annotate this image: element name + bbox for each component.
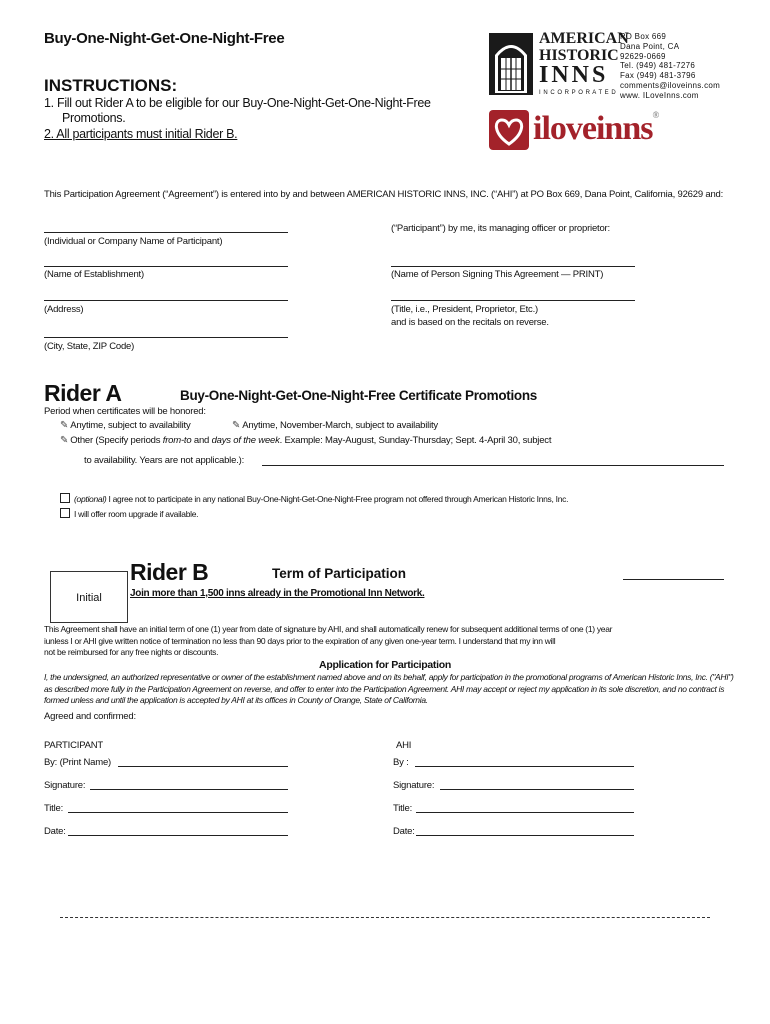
option-other[interactable]: ✎ Other (Specify periods from-to and days of the week. Example: May-August, Sunday-Thursday; Sept. 4-April 30, subject <box>60 435 552 446</box>
establishment-label: (Name of Establishment) <box>44 269 144 280</box>
participant-print-name-label: By: (Print Name) <box>44 757 112 768</box>
pencil-icon: ✎ <box>60 420 69 431</box>
instructions-heading: INSTRUCTIONS: <box>44 76 178 95</box>
term-text: This Agreement shall have an initial term of one (1) year from date of signature by AHI, and shall automatically renew for subsequent additional terms of one (1) year iunless I or AHI give written notice of termination no less than 90 days prior to the expiration of any given one-year term. I understand that my inn will not be reimbursed for any free nights or discounts. <box>44 624 613 657</box>
ahi-signature-field[interactable] <box>440 789 634 790</box>
checkbox-icon <box>60 493 70 503</box>
agreed-confirmed: Agreed and confirmed: <box>44 711 136 722</box>
logo-american: AMERICAN <box>539 30 629 47</box>
rider-b-subheading: Term of Participation <box>272 566 407 581</box>
participant-print-name-field[interactable] <box>118 766 288 767</box>
company-name-field[interactable] <box>44 232 288 233</box>
ahi-address-block: PO Box 669 Dana Point, CA 92629-0669 Tel. (949) 481-7276 Fax (949) 481-3796 comments@iloveinns.com www. ILoveInns.com <box>620 32 721 100</box>
initial-label: Initial <box>76 592 102 604</box>
agreement-intro: This Participation Agreement (“Agreement”) is entered into by and between AMERICAN HISTORIC INNS, INC. (“AHI”) at PO Box 669, Dana Point, California, 92629 and: <box>44 189 724 200</box>
signer-name-label: (Name of Person Signing This Agreement — PRINT) <box>391 269 604 280</box>
logo-historic: HISTORIC <box>539 47 619 64</box>
participant-title-label: Title: <box>44 803 64 814</box>
ahi-date-label: Date: <box>393 826 415 837</box>
participant-title-field[interactable] <box>68 812 288 813</box>
heart-logo-icon <box>489 110 529 150</box>
recitals-note: and is based on the recitals on reverse. <box>391 317 549 328</box>
inn-door-logo-icon <box>489 33 533 95</box>
participant-date-field[interactable] <box>68 835 288 836</box>
document-title: Buy-One-Night-Get-One-Night-Free <box>44 30 285 47</box>
rider-a-subheading: Buy-One-Night-Get-One-Night-Free Certificate Promotions <box>180 388 538 403</box>
option-anytime[interactable]: ✎ Anytime, subject to availability <box>60 420 191 431</box>
ahi-by-label: By : <box>393 757 409 768</box>
participant-signature-field[interactable] <box>90 789 288 790</box>
rider-b-initial-field[interactable] <box>623 579 724 580</box>
signer-name-field[interactable] <box>391 266 635 267</box>
ahi-by-field[interactable] <box>415 766 634 767</box>
initial-box[interactable] <box>50 571 128 623</box>
rider-b-heading: Rider B <box>130 559 209 585</box>
establishment-field[interactable] <box>44 266 288 267</box>
instruction-2: 2. All participants must initial Rider B. <box>44 127 238 141</box>
other-periods-field[interactable] <box>262 465 724 466</box>
company-name-label: (Individual or Company Name of Participant) <box>44 236 223 247</box>
network-note: Join more than 1,500 inns already in the Promotional Inn Network. <box>130 588 425 599</box>
room-upgrade-checkbox[interactable]: I will offer room upgrade if available. <box>60 508 198 519</box>
option-november-march[interactable]: ✎ Anytime, November-March, subject to availability <box>232 420 438 431</box>
signer-title-label: (Title, i.e., President, Proprietor, Etc.) <box>391 304 538 315</box>
ahi-date-field[interactable] <box>416 835 634 836</box>
address-field[interactable] <box>44 300 288 301</box>
participant-note: (“Participant”) by me, its managing officer or proprietor: <box>391 223 610 234</box>
ahi-signature-label: Signature: <box>393 780 435 791</box>
iloveinns-brand: iloveinns® <box>533 110 659 147</box>
option-other-cont: to availability. Years are not applicable.): <box>84 455 245 466</box>
logo-inns: INNS <box>539 62 609 88</box>
period-label: Period when certificates will be honored: <box>44 406 206 417</box>
instruction-1-cont: Promotions. <box>62 111 126 125</box>
ahi-heading: AHI <box>396 740 412 751</box>
rider-a-heading: Rider A <box>44 380 122 406</box>
optional-exclusivity-checkbox[interactable]: (optional) I agree not to participate in any national Buy-One-Night-Get-One-Night-Free program not offered through American Historic Inns, Inc. <box>60 493 568 504</box>
ahi-title-field[interactable] <box>416 812 634 813</box>
participant-heading: PARTICIPANT <box>44 740 104 751</box>
ahi-title-label: Title: <box>393 803 413 814</box>
instruction-1: 1. Fill out Rider A to be eligible for our Buy-One-Night-Get-One-Night-Free <box>44 96 431 110</box>
city-state-zip-label: (City, State, ZIP Code) <box>44 341 135 352</box>
pencil-icon: ✎ <box>232 420 241 431</box>
city-state-zip-field[interactable] <box>44 337 288 338</box>
signer-title-field[interactable] <box>391 300 635 301</box>
logo-incorporated: I N C O R P O R A T E D <box>539 90 617 96</box>
checkbox-icon <box>60 508 70 518</box>
application-text: I, the undersigned, an authorized representative or owner of the establishment named above and on its behalf, apply for participation in the promotional programs of American Historic Inns, Inc. ("AHI") as described more fully in the Participation Agreement on reverse, and offer to enter into the Participation Agreement. AHI may accept or reject my application in its sole discretion, and no contract is formed unless and until the application is accepted by AHI at its offices in County of Orange, State of California. <box>44 672 734 705</box>
participant-date-label: Date: <box>44 826 66 837</box>
pencil-icon: ✎ <box>60 435 69 446</box>
address-label: (Address) <box>44 304 84 315</box>
participant-signature-label: Signature: <box>44 780 86 791</box>
cut-line-divider <box>60 917 710 918</box>
application-heading: Application for Participation <box>319 659 451 671</box>
